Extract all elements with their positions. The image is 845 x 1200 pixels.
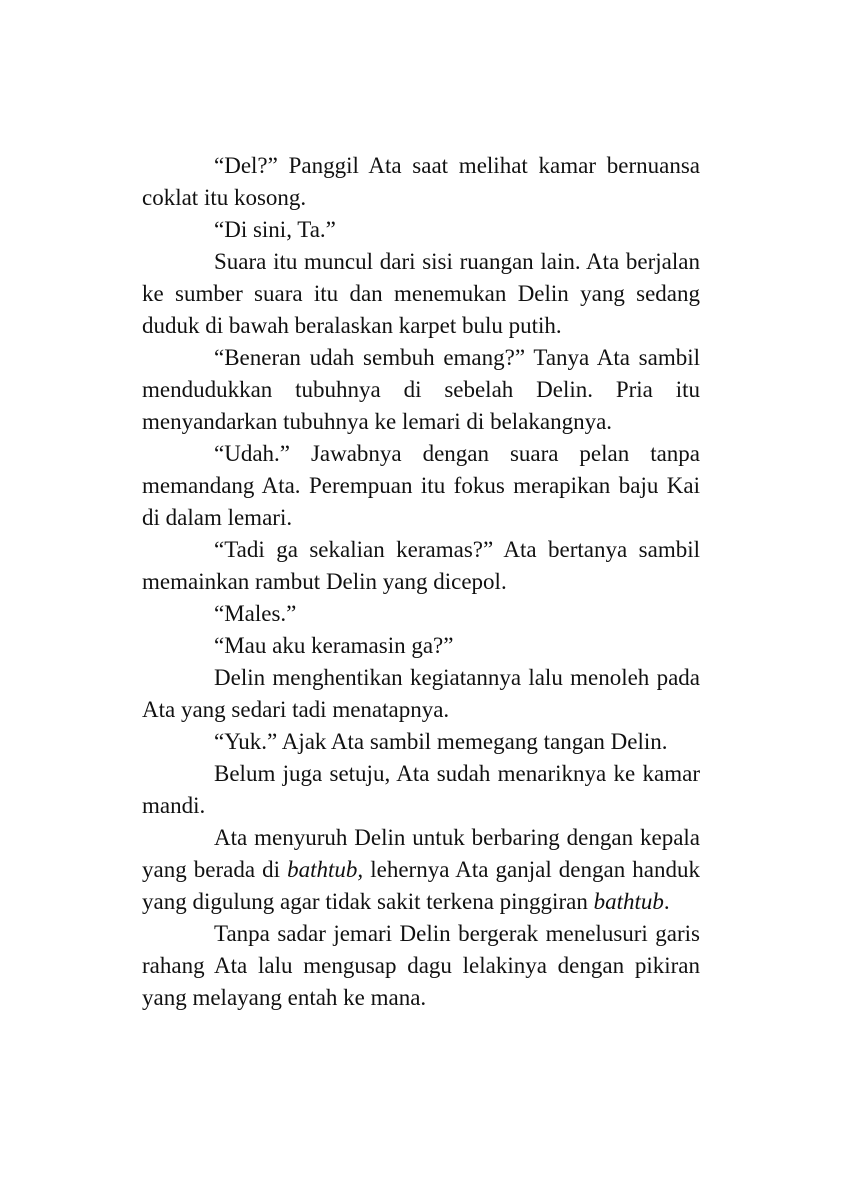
text-run: Delin menghentikan kegiatannya lalu menoleh pada Ata yang sedari tadi menatapnya. [142, 665, 700, 722]
paragraph-6 [142, 534, 700, 598]
paragraph-5 [142, 438, 700, 534]
paragraph-7 [142, 598, 700, 630]
text-run: lehernya Ata ganjal dengan handuk yang digulung agar tidak sakit terkena pinggiran [142, 857, 700, 914]
text-run: “Males.” [214, 601, 297, 626]
text-run: “Mau aku keramasin ga?” [214, 633, 454, 658]
paragraph-1 [142, 150, 700, 214]
italic-term: bathtub [593, 889, 664, 914]
text-run: “Tadi ga sekalian keramas?” Ata bertanya sambil memainkan rambut Delin yang dicepol. [142, 537, 700, 594]
italic-term: bathtub, [287, 857, 364, 882]
text-run: “Udah.” Jawabnya dengan suara pelan tanpa memandang Ata. Perempuan itu fokus merapikan baju Kai di dalam lemari. [142, 441, 700, 530]
paragraph-11 [142, 758, 700, 822]
text-run: Ata menyuruh Delin untuk berbaring dengan kepala yang berada di [142, 825, 700, 882]
text-run: Suara itu muncul dari sisi ruangan lain. Ata berjalan ke sumber suara itu dan menemukan Delin yang sedang duduk di bawah beralaskan karpet bulu putih. [142, 249, 700, 338]
paragraph-3 [142, 246, 700, 342]
paragraph-13 [142, 918, 700, 1014]
text-run: Tanpa sadar jemari Delin bergerak menelusuri garis rahang Ata lalu mengusap dagu lelakinya dengan pikiran yang melayang entah ke mana. [142, 921, 700, 1010]
text-run: . [663, 889, 670, 914]
text-run: “Del?” Panggil Ata saat melihat kamar bernuansa coklat itu kosong. [142, 153, 700, 210]
paragraph-10 [142, 726, 700, 758]
paragraph-8 [142, 630, 700, 662]
text-run: Belum juga setuju, Ata sudah menariknya ke kamar mandi. [142, 761, 700, 818]
text-run: “Yuk.” Ajak Ata sambil memegang tangan Delin. [214, 729, 668, 754]
paragraph-2 [142, 214, 700, 246]
paragraph-4 [142, 342, 700, 438]
text-run: “Di sini, Ta.” [214, 217, 336, 242]
book-page [142, 150, 700, 1014]
text-run: “Beneran udah sembuh emang?” Tanya Ata sambil mendudukkan tubuhnya di sebelah Delin. Pria itu menyandarkan tubuhnya ke lemari di belakangnya. [142, 345, 700, 434]
paragraph-9 [142, 662, 700, 726]
paragraph-12 [142, 822, 700, 918]
